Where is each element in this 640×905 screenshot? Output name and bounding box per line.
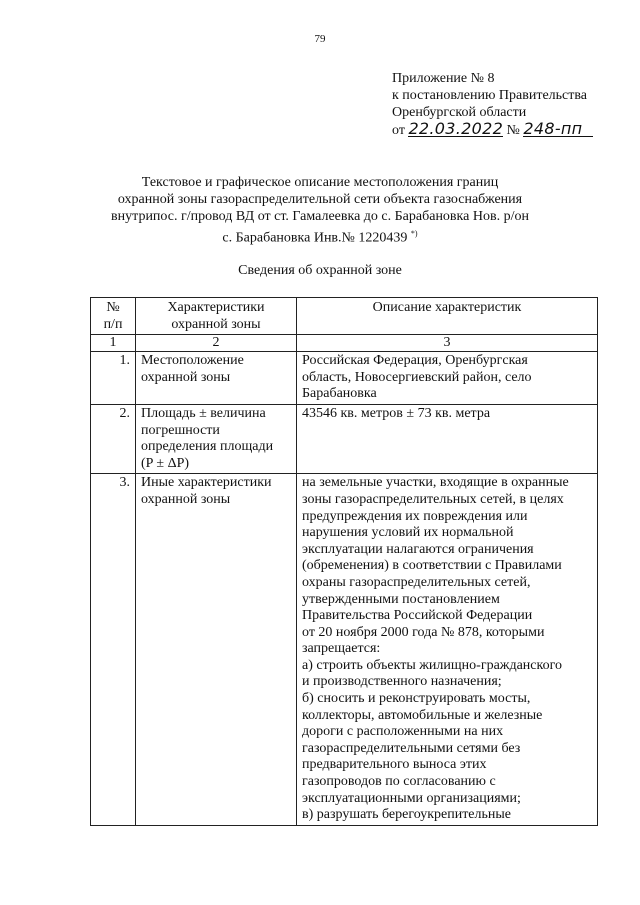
text-line: в) разрушать берегоукрепительные	[302, 807, 512, 823]
section-title: Сведения об охранной зоне	[238, 263, 402, 278]
text-line: предварительного выноса этих	[302, 757, 487, 773]
text-line: Российская Федерация, Оренбургская	[302, 353, 528, 369]
text-line: эксплуатационными организациями;	[302, 790, 521, 806]
text-line: зоны газораспределительных сетей, в целях	[302, 491, 564, 507]
text-line: Правительства Российской Федерации	[302, 608, 533, 624]
text-line: 43546 кв. метров ± 73 кв. метра	[302, 405, 491, 421]
text-line: газопроводов по согласованию с	[302, 774, 496, 790]
text-line: а) строить объекты жилищно-гражданского	[302, 657, 562, 673]
text-line: Местоположение	[141, 353, 244, 369]
header-num	[91, 298, 136, 335]
text-line: охранной зоны	[141, 491, 231, 507]
title-line: внутрипос. г/провод ВД от ст. Гамалеевка до с. Барабановка Нов. р/он	[111, 209, 529, 224]
row-description	[297, 474, 598, 825]
header-description: Описание характеристик	[297, 298, 598, 335]
text-line: Барабановка	[302, 386, 377, 402]
text-line: погрешности	[141, 422, 220, 438]
header-char-line: охранной зоны	[171, 316, 261, 332]
table-row	[91, 352, 598, 405]
header-num-line: №	[106, 300, 120, 315]
text-line: (P ± ΔP)	[141, 455, 190, 471]
index-cell: 3	[297, 335, 598, 352]
text-line: и производственного назначения;	[302, 674, 502, 690]
appendix-title: Приложение № 8	[392, 71, 495, 86]
text-line: эксплуатации налагаются ограничения	[302, 541, 534, 557]
appendix-decree-line: к постановлению Правительства	[392, 88, 588, 103]
index-cell: 1	[91, 335, 136, 352]
appendix-date-number-line	[392, 121, 593, 139]
table-row	[91, 474, 598, 825]
row-description	[297, 404, 598, 473]
text-line: запрещается:	[302, 641, 381, 657]
title-line: охранной зоны газораспределительной сети объекта газоснабжения	[117, 192, 523, 207]
handwritten-date: 22.03.2022	[408, 119, 504, 138]
index-cell: 2	[136, 335, 297, 352]
text-line: дороги с расположенными на них	[302, 724, 504, 740]
title-line	[100, 225, 540, 247]
protection-zone-table	[90, 297, 598, 826]
footnote-mark: *)	[410, 229, 418, 238]
appendix-block	[392, 70, 593, 139]
text-line: на земельные участки, входящие в охранные	[302, 475, 569, 491]
text-line: нарушения условий их нормальной	[302, 525, 514, 541]
text-line: коллекторы, автомобильные и железные	[302, 707, 543, 723]
row-number: 3.	[91, 474, 136, 825]
text-line: охраны газораспределительных сетей,	[302, 574, 531, 590]
title-line-text: с. Барабановка Инв.№ 1220439	[222, 230, 408, 246]
text-line: Площадь ± величина	[141, 405, 266, 421]
title-line: Текстовое и графическое описание местоположения границ	[141, 175, 499, 190]
row-description	[297, 352, 598, 405]
row-characteristic	[136, 474, 297, 825]
row-number: 1.	[91, 352, 136, 405]
text-line: предупреждения их повреждения или	[302, 508, 528, 524]
text-line: определения площади	[141, 439, 274, 455]
text-line: охранной зоны	[141, 369, 231, 385]
column-index-row	[91, 335, 598, 352]
text-line: Иные характеристики	[141, 475, 272, 491]
number-label: №	[506, 123, 520, 138]
text-line: область, Новосергиевский район, село	[302, 369, 532, 385]
row-number: 2.	[91, 404, 136, 473]
page-number: 79	[314, 33, 326, 45]
row-characteristic	[136, 352, 297, 405]
header-characteristics	[136, 298, 297, 335]
document-title	[100, 174, 540, 247]
from-label: от	[392, 123, 405, 138]
text-line: газораспределительными сетями без	[302, 740, 521, 756]
table-header-row	[91, 298, 598, 335]
table-row	[91, 404, 598, 473]
header-num-line: п/п	[103, 316, 123, 332]
text-line: от 20 ноября 2000 года № 878, которыми	[302, 624, 545, 640]
handwritten-number: 248-пп	[523, 121, 593, 137]
appendix-region-line: Оренбургской области	[392, 105, 527, 120]
row-characteristic	[136, 404, 297, 473]
text-line: (обременения) в соответствии с Правилами	[302, 558, 562, 574]
text-line: утвержденными постановлением	[302, 591, 500, 607]
text-line: б) сносить и реконструировать мосты,	[302, 691, 531, 707]
header-char-line: Характеристики	[167, 300, 265, 315]
